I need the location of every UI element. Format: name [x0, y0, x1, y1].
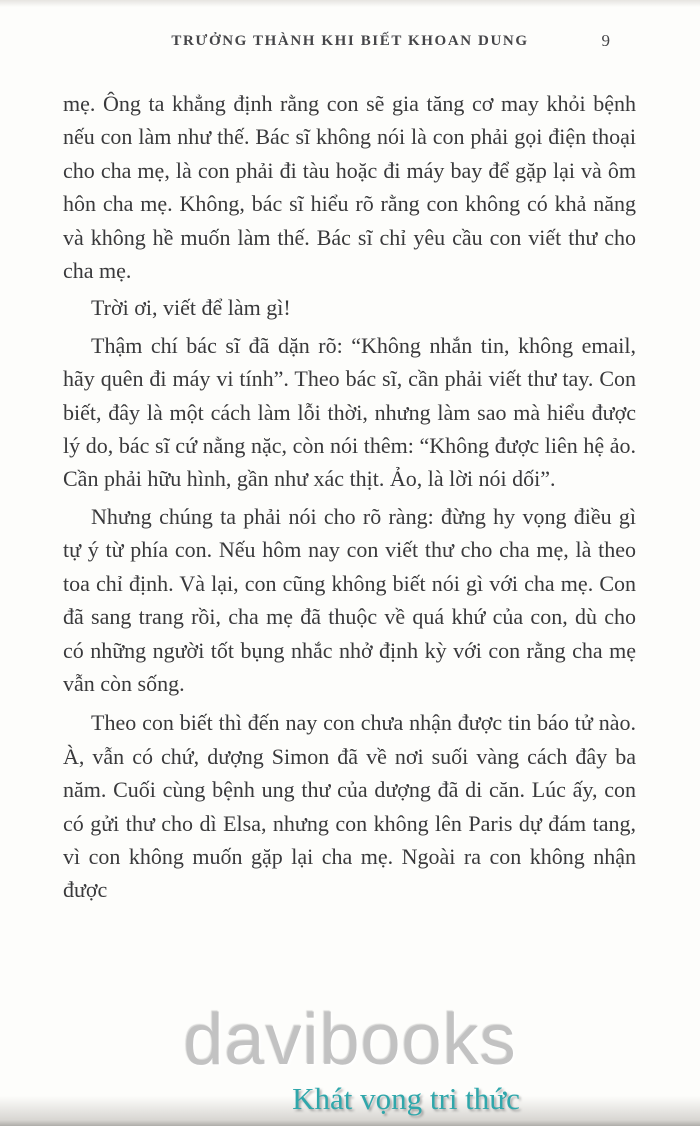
page-number: 9	[601, 31, 610, 50]
paragraph: Trời ơi, viết để làm gì!	[91, 295, 291, 321]
running-title: TRƯỞNG THÀNH KHI BIẾT KHOAN DUNG	[171, 33, 529, 49]
paragraph: Thậm chí bác sĩ đã dặn rõ: “Không nhắn tin, không email, hãy quên đi máy vi tính”. Theo bác sĩ, cần phải viết thư tay. Con biết, đây là một cách làm lỗi thời, nhưng làm sao mà hiểu được lý do, bác sĩ cứ nằng nặc, còn nói thêm: “Không được liên hệ ảo. Cần phải hữu hình, gần như xác thịt. Ảo, là lời nói dối”.	[63, 332, 636, 492]
page-header	[0, 0, 700, 57]
page-body	[63, 87, 636, 907]
paragraph: Nhưng chúng ta phải nói cho rõ ràng: đừng hy vọng điều gì tự ý từ phía con. Nếu hôm nay con viết thư cho cha mẹ, là theo toa chỉ định. Và lại, con cũng không biết nói gì với cha mẹ. Con đã sang trang rồi, cha mẹ đã thuộc về quá khứ của con, dù cho có những người tốt bụng nhắc nhở định kỳ với con rằng cha mẹ vẫn còn sống.	[63, 503, 636, 696]
paragraph: Theo con biết thì đến nay con chưa nhận được tin báo tử nào. À, vẫn có chứ, dượng Simon đã về nơi suối vàng cách đây ba năm. Cuối cùng bệnh ung thư của dượng đã di căn. Lúc ấy, con có gửi thư cho dì Elsa, nhưng con không lên Paris dự đám tang, vì con không muốn gặp lại cha mẹ. Ngoài ra con không nhận được	[63, 710, 636, 903]
watermark-brand: davibooks	[183, 999, 517, 1080]
paragraph: mẹ. Ông ta khẳng định rằng con sẽ gia tăng cơ may khỏi bệnh nếu con làm như thế. Bác sĩ không nói là con phải gọi điện thoại cho cha mẹ, là con phải đi tàu hoặc đi máy bay để gặp lại và ôm hôn cha mẹ. Không, bác sĩ hiểu rõ rằng con không có khả năng và không hề muốn làm thế. Bác sĩ chỉ yêu cầu con viết thư cho cha mẹ.	[63, 91, 636, 284]
watermark-slogan: Khát vọng tri thức	[292, 1080, 520, 1116]
watermark	[0, 999, 700, 1116]
